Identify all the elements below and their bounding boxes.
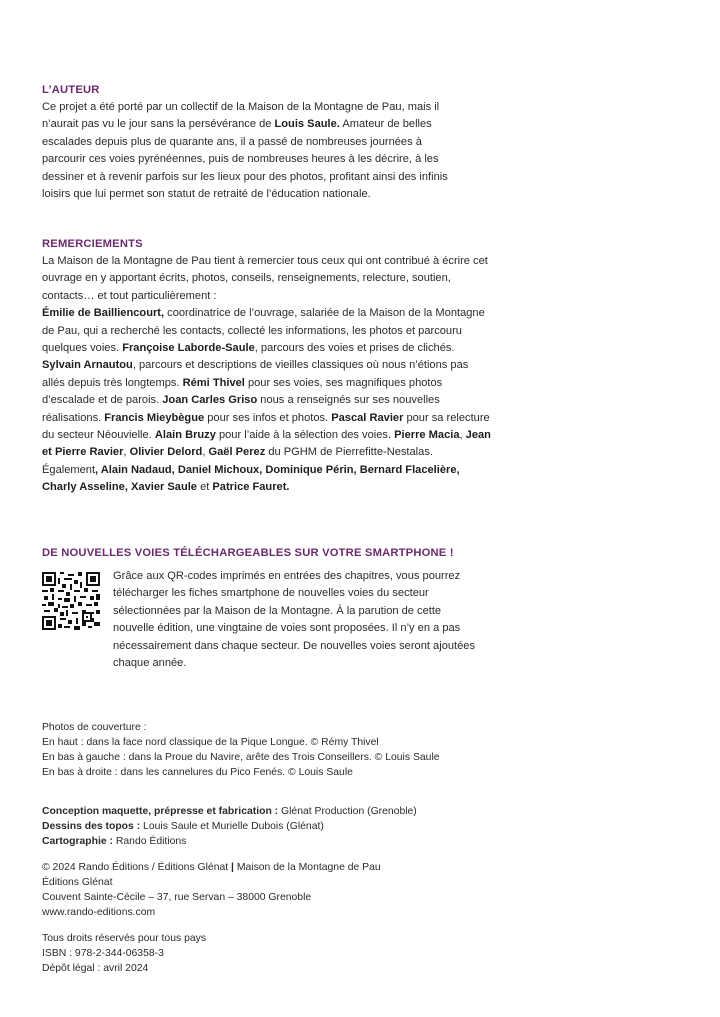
- thanks-paragraph: [42, 305, 494, 462]
- thanks-text: pour sa relecture du secteur Néouvielle.: [42, 411, 490, 442]
- thanks-name: Joan Carles Griso: [162, 394, 258, 407]
- credits-line: [42, 819, 502, 834]
- photos-line: En bas à droite : dans les cannelures du Pico Fenés. © Louis Saule: [42, 767, 353, 778]
- credits-line: [42, 804, 502, 819]
- thanks-also-paragraph: [42, 462, 494, 497]
- credits-label: Conception maquette, prépresse et fabrication :: [42, 806, 279, 817]
- thanks-name: Jean et Pierre Ravier: [42, 429, 491, 459]
- credits-value: Glénat Production (Grenoble): [278, 806, 417, 817]
- cover-photos-credits: [42, 720, 502, 780]
- thanks-name: Patrice Fauret.: [212, 481, 290, 494]
- photos-line: En haut : dans la face nord classique de la Pique Longue. © Rémy Thivel: [42, 737, 379, 748]
- thanks-text: nous a renseignés sur ses nouvelles réalisations.: [42, 394, 440, 424]
- thanks-text: et: [196, 481, 213, 494]
- isbn-line: ISBN : 978-2-344-06358-3: [42, 948, 164, 959]
- thanks-heading: REMERCIEMENTS: [42, 238, 143, 250]
- thanks-text: ,: [459, 429, 466, 442]
- photos-line: En bas à gauche : dans la Proue du Navire, arête des Trois Conseillers. © Louis Saule: [42, 752, 440, 763]
- photos-title: Photos de couverture :: [42, 722, 147, 733]
- qr-paragraph: Grâce aux QR-codes imprimés en entrées des chapitres, vous pourrez télécharger les fiches smartphone de nouvelles voies du secteur sélectionnées par la Maison de la Montagne. À la parution de cette nouvelle édition, une vingtaine de voies sont proposées. Il n’y en a pas nécessairement dans chaque secteur. De nouvelles voies seront ajoutées chaque année.: [113, 570, 475, 670]
- rights-line: Tous droits réservés pour tous pays: [42, 933, 207, 944]
- publisher-name: Éditions Glénat: [42, 877, 113, 888]
- thanks-name: Pierre Macia: [394, 429, 460, 442]
- thanks-text: Également: [42, 463, 96, 476]
- author-name: Louis Saule.: [274, 118, 340, 131]
- thanks-name: Olivier Delord: [129, 446, 203, 459]
- thanks-name: Gaël Perez: [208, 446, 266, 459]
- thanks-name: Émilie de Bailliencourt,: [42, 307, 165, 320]
- publisher-address: Couvent Sainte-Cécile – 37, rue Servan – 38000 Grenoble: [42, 892, 312, 903]
- thanks-text: , parcours et descriptions de vieilles classiques où nous n’étions pas allés depuis très longtemps.: [42, 359, 469, 389]
- author-text-1: Ce projet a été porté par un collectif de la Maison de la Montagne de Pau, mais il n’aurait pas vu le jour sans la persévérance de: [42, 101, 440, 131]
- qr-row: [42, 568, 502, 672]
- credits-line: [42, 834, 502, 849]
- thanks-name: , Alain Nadaud, Daniel Michoux, Dominique Périn, Bernard Flacelière, Charly Asseline, Xavier Saule: [42, 463, 460, 494]
- author-section: [42, 82, 462, 203]
- thanks-name: Alain Bruzy: [154, 429, 216, 442]
- credits-label: Cartographie :: [42, 836, 114, 847]
- thanks-name: Francis Mieybègue: [104, 411, 205, 424]
- legal-info: [42, 931, 502, 976]
- separator: |: [231, 862, 234, 873]
- copyright-text: © 2024 Rando Éditions / Éditions Glénat: [42, 862, 232, 873]
- author-text-2: Amateur de belles escalades depuis plus de quarante ans, il a passé de nombreuses journées à parcourir ces voies pyrénéennes, puis de nombreuses heures à les décrire, à les dessiner et à revenir parfois sur les lieux pour des photos, profitant ainsi des infinis loisirs que lui permet son statut de retraité de l’éducation nationale.: [42, 118, 448, 201]
- thanks-text: , parcours des voies et prises de clichés.: [254, 342, 455, 355]
- thanks-name: Sylvain Arnautou: [42, 359, 133, 372]
- qr-heading: DE NOUVELLES VOIES TÉLÉCHARGEABLES SUR VOTRE SMARTPHONE !: [42, 547, 454, 559]
- thanks-intro: La Maison de la Montagne de Pau tient à remercier tous ceux qui ont contribué à écrire cet ouvrage en y apportant écrits, photos, conseils, renseignements, relecture, soutien, contacts… et tout particulièrement :: [42, 255, 488, 302]
- credits-label: Dessins des topos :: [42, 821, 141, 832]
- publisher-info: [42, 860, 502, 920]
- thanks-section: [42, 236, 494, 497]
- publisher-website: www.rando-editions.com: [42, 907, 156, 918]
- thanks-text: pour ses infos et photos.: [204, 411, 332, 424]
- thanks-text: ,: [123, 446, 130, 459]
- thanks-text: pour ses voies, ses magnifiques photos d’escalade et de parois.: [42, 376, 443, 407]
- qr-section: [42, 545, 502, 672]
- thanks-name: Pascal Ravier: [331, 411, 404, 424]
- author-heading: L’AUTEUR: [42, 84, 100, 96]
- copyright-line: [42, 860, 502, 875]
- thanks-text: coordinatrice de l’ouvrage, salariée de la Maison de la Montagne de Pau, qui a recherché les contacts, collecté les informations, les photos et parcouru quelques voies.: [42, 307, 485, 355]
- credits-value: Rando Éditions: [113, 836, 187, 847]
- author-paragraph: [42, 99, 462, 203]
- qr-code-icon: [42, 572, 100, 630]
- thanks-name: Rémi Thivel: [182, 376, 245, 389]
- copyright-text: Maison de la Montagne de Pau: [233, 862, 381, 873]
- thanks-text: pour l’aide à la sélection des voies.: [215, 429, 395, 442]
- thanks-name: Françoise Laborde-Saule: [122, 342, 255, 355]
- thanks-text: du PGHM de Pierrefitte-Nestalas.: [265, 446, 433, 459]
- legal-deposit-line: Dépôt légal : avril 2024: [42, 963, 149, 974]
- credits-value: Louis Saule et Murielle Dubois (Glénat): [140, 821, 324, 832]
- thanks-text: ,: [202, 446, 209, 459]
- production-credits: [42, 804, 502, 849]
